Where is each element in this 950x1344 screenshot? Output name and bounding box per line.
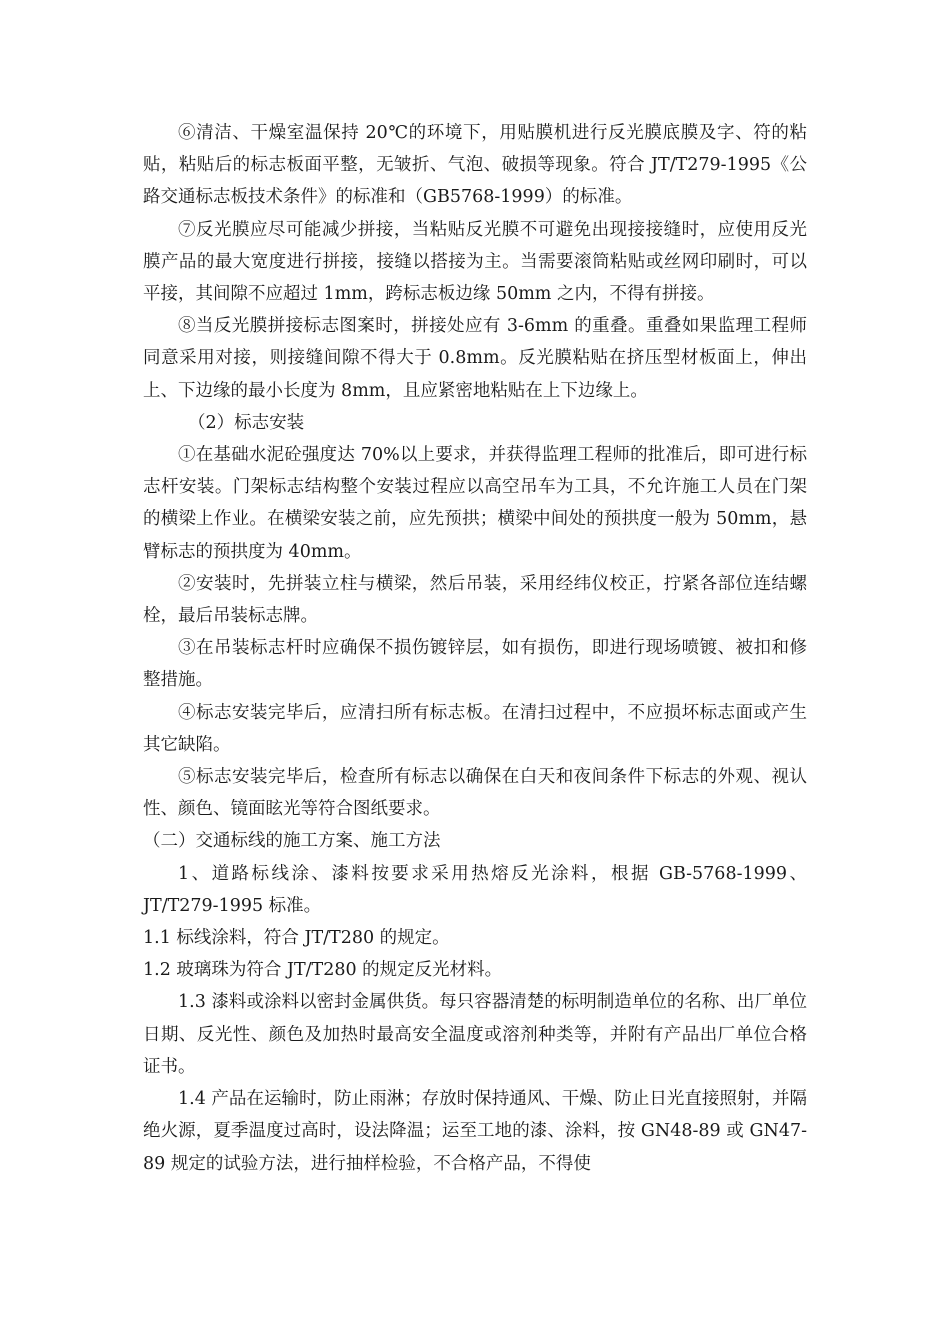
paragraph-install-5: ⑤标志安装完毕后，检查所有标志以确保在白天和夜间条件下标志的外观、视认性、颜色、镜面眩光等符合图纸要求。 (143, 767, 807, 820)
paragraph-item-7: ⑦反光膜应尽可能减少拼接，当粘贴反光膜不可避免出现接接缝时，应使用反光膜产品的最大宽度进行拼接，接缝以搭接为主。当需要滚筒粘贴或丝网印刷时，可以平接，其间隙不应超过 1mm，跨标志板边缘 50mm 之内，不得有拼接。 (143, 219, 807, 305)
paragraph-install-2: ②安装时，先拼装立柱与横梁，然后吊装，采用经纬仪校正，拧紧各部位连结螺栓，最后吊装标志牌。 (143, 573, 807, 627)
paragraph-marking-1-4: 1.4 产品在运输时，防止雨淋；存放时保持通风、干燥、防止日光直接照射，并隔绝火源，夏季温度过高时，设法降温；运至工地的漆、涂料，按 GN48-89 或 GN47-89 规定的试验方法，进行抽样检验，不合格产品，不得使 (143, 1089, 807, 1174)
paragraph-marking-1-2: 1.2 玻璃珠为符合 JT/T280 的规定反光材料。 (143, 960, 503, 981)
paragraph-item-6: ⑥清洁、干燥室温保持 20℃的环境下，用贴膜机进行反光膜底膜及字、符的粘贴，粘贴后的标志板面平整，无皱折、气泡、破损等现象。符合 JT/T279-1995《公路交通标志板技术条件》的标准和（GB5768-1999）的标准。 (143, 123, 807, 208)
paragraph-marking-1-3: 1.3 漆料或涂料以密封金属供货。每只容器清楚的标明制造单位的名称、出厂单位日期、反光性、颜色及加热时最高安全温度或溶剂种类等，并附有产品出厂单位合格证书。 (143, 992, 807, 1077)
section-heading-marking-plan: （二）交通标线的施工方案、施工方法 (143, 831, 441, 852)
paragraph-install-1: ①在基础水泥砼强度达 70%以上要求，并获得监理工程师的批准后，即可进行标志杆安装。门架标志结构整个安装过程应以高空吊车为工具，不允许施工人员在门架的横梁上作业。在横梁安装之前，应先预拱；横梁中间处的预拱度一般为 50mm，悬臂标志的预拱度为 40mm。 (143, 445, 807, 562)
paragraph-marking-1-1: 1.1 标线涂料，符合 JT/T280 的规定。 (143, 928, 450, 949)
paragraph-item-8: ⑧当反光膜拼接标志图案时，拼接处应有 3-6mm 的重叠。重叠如果监理工程师同意采用对接，则接缝间隙不得大于 0.8mm。反光膜粘贴在挤压型材板面上，伸出上、下边缘的最小长度为 8mm，且应紧密地粘贴在上下边缘上。 (143, 316, 807, 401)
paragraph-install-3: ③在吊装标志杆时应确保不损伤镀锌层，如有损伤，即进行现场喷镀、被扣和修整措施。 (143, 638, 807, 691)
document-body (143, 117, 807, 1180)
paragraph-marking-1: 1、道路标线涂、漆料按要求采用热熔反光涂料，根据 GB-5768-1999、JT/T279-1995 标准。 (143, 863, 807, 916)
paragraph-install-4: ④标志安装完毕后，应清扫所有标志板。在清扫过程中，不应损坏标志面或产生其它缺陷。 (143, 702, 807, 755)
section-heading-sign-installation: （2）标志安装 (188, 412, 305, 433)
